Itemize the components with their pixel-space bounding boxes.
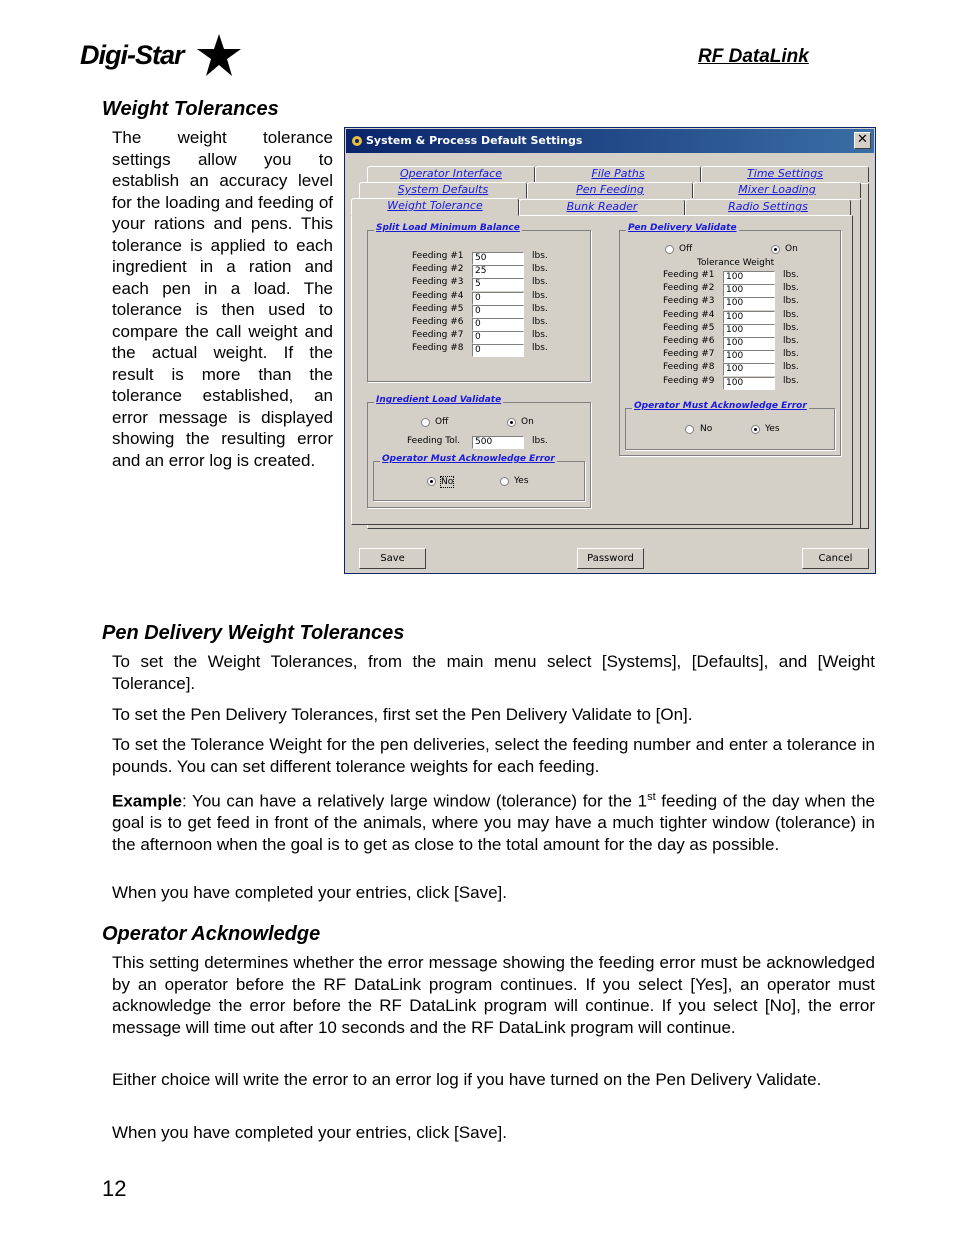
pen-feeding-input[interactable]: 100 — [723, 271, 775, 284]
pen-feeding-label: Feeding #7 — [663, 349, 715, 360]
pen-off-label: Off — [679, 244, 693, 254]
ingredient-off-label: Off — [435, 417, 449, 427]
pen-delivery-p3: To set the Tolerance Weight for the pen deliveries, select the feeding number and enter a tolerance in pounds. You can set different tolerance weights for each feeding. — [112, 735, 875, 776]
pen-feeding-input[interactable]: 100 — [723, 363, 775, 376]
settings-dialog — [344, 127, 876, 574]
pen-feeding-unit: lbs. — [783, 309, 799, 320]
ingredient-ack-yes-label: Yes — [514, 476, 529, 486]
pen-feeding-label: Feeding #8 — [663, 362, 715, 373]
split-feeding-label: Feeding #3 — [412, 277, 464, 288]
tab-mixer-loading[interactable]: Mixer Loading — [693, 182, 861, 198]
ingredient-ack-label: Operator Must Acknowledge Error — [382, 454, 555, 464]
pen-feeding-unit: lbs. — [783, 362, 799, 373]
split-feeding-label: Feeding #6 — [412, 317, 464, 327]
split-feeding-unit: lbs. — [532, 303, 548, 314]
split-feeding-label: Feeding #4 — [412, 290, 464, 301]
ingredient-off-radio[interactable] — [421, 418, 430, 427]
logo-text: Digi-Star — [80, 40, 184, 70]
password-button[interactable]: Password — [577, 548, 644, 569]
example-label: Example — [112, 791, 182, 811]
split-feeding-unit: lbs. — [532, 330, 548, 341]
split-feeding-label: Feeding #1 — [412, 251, 464, 261]
heading-pen-delivery: Pen Delivery Weight Tolerances — [102, 622, 405, 644]
pen-feeding-label: Feeding #4 — [663, 309, 715, 320]
cancel-button[interactable]: Cancel — [802, 548, 869, 569]
pen-feeding-label: Feeding #2 — [663, 283, 715, 294]
feeding-tol-label: Feeding Tol. — [407, 436, 461, 446]
pen-feeding-input[interactable]: 100 — [723, 324, 775, 337]
ingredient-ack-no-label: No — [441, 477, 454, 487]
split-feeding-unit: lbs. — [532, 343, 548, 354]
pen-ack-group — [625, 401, 835, 450]
split-feeding-unit: lbs. — [532, 317, 548, 327]
star-icon — [197, 34, 241, 76]
tab-operator-interface[interactable]: Operator Interface — [367, 166, 535, 182]
split-feeding-label: Feeding #7 — [412, 330, 464, 341]
pen-off-radio[interactable] — [665, 245, 674, 254]
pen-feeding-label: Feeding #1 — [663, 270, 715, 280]
weight-tolerances-body: The weight tolerance settings allow you to establish an accuracy level for the loading and feeding of your rations and pens. This tolerance is applied to each ingredient in a ration and each pen in a load. The tolerance is then used to compare the call weight and the actual weight. If the result is more than the tolerance established, an error message is displayed showing the resulting error and an error log is created. — [112, 128, 333, 470]
split-feeding-label: Feeding #5 — [412, 303, 464, 314]
example-text-b: feeding of the day when the goal is to get feed in front of the animals, where you may have a much tighter window (tolerance) in the afternoon when the goal is to get as close to the total amount for the day as possible. — [112, 791, 875, 854]
dialog-titlebar — [346, 129, 874, 153]
tolerance-weight-header: Tolerance Weight — [697, 258, 775, 268]
ingredient-on-label: On — [521, 417, 534, 427]
pen-delivery-p2: To set the Pen Delivery Tolerances, first set the Pen Delivery Validate to [On]. — [112, 705, 693, 724]
split-feeding-input[interactable]: 0 — [472, 344, 524, 357]
header-title: RF DataLink — [698, 46, 809, 67]
operator-ack-p2: Either choice will write the error to an error log if you have turned on the Pen Delivery Validate. — [112, 1070, 822, 1089]
pen-ack-yes-radio[interactable] — [751, 425, 760, 434]
split-feeding-unit: lbs. — [532, 290, 548, 301]
tab-weight-tolerance[interactable]: Weight Tolerance — [351, 198, 519, 216]
pen-feeding-input[interactable]: 100 — [723, 350, 775, 363]
ingredient-validate-label: Ingredient Load Validate — [376, 395, 502, 405]
pen-feeding-label: Feeding #3 — [663, 296, 715, 307]
pen-feeding-unit: lbs. — [783, 296, 799, 307]
operator-ack-p3: When you have completed your entries, click [Save]. — [112, 1123, 507, 1142]
tab-file-paths[interactable]: File Paths — [535, 166, 701, 182]
split-feeding-unit: lbs. — [532, 277, 548, 288]
pen-delivery-p4 — [112, 787, 875, 855]
operator-ack-p1: This setting determines whether the error message showing the feeding error must be acknowledged by an operator before the RF DataLink program continues. If you select [Yes], an operator must acknowledge the error before the RF DataLink program will continue. If you select [No], the error message will time out after 10 seconds and the RF DataLink program will continue. — [112, 953, 875, 1037]
tab-bunk-reader[interactable]: Bunk Reader — [519, 199, 685, 215]
save-button[interactable]: Save — [359, 548, 426, 569]
tab-time-settings[interactable]: Time Settings — [701, 166, 869, 182]
pen-delivery-p1: To set the Weight Tolerances, from the main menu select [Systems], [Defaults], and [Weight Tolerance]. — [112, 652, 875, 693]
pen-ack-no-label: No — [700, 424, 713, 434]
page-number: 12 — [102, 1176, 127, 1201]
split-feeding-input[interactable]: 5 — [472, 278, 524, 291]
ingredient-ack-no-radio[interactable] — [427, 477, 436, 486]
feeding-tol-input[interactable]: 500 — [472, 436, 524, 449]
pen-feeding-unit: lbs. — [783, 336, 799, 346]
heading-weight-tolerances: Weight Tolerances — [102, 98, 279, 120]
pen-feeding-label: Feeding #9 — [663, 375, 715, 386]
digi-star-logo — [80, 40, 184, 71]
app-icon — [350, 134, 364, 148]
pen-feeding-input[interactable]: 100 — [723, 311, 775, 324]
split-feeding-label: Feeding #8 — [412, 343, 464, 354]
split-feeding-unit: lbs. — [532, 264, 548, 275]
ingredient-on-radio[interactable] — [507, 418, 516, 427]
heading-operator-ack: Operator Acknowledge — [102, 923, 321, 945]
tab-pen-feeding[interactable]: Pen Feeding — [527, 182, 693, 198]
example-sup: st — [647, 791, 656, 803]
example-text-a: : You can have a relatively large window (tolerance) for the 1 — [181, 791, 648, 811]
pen-feeding-unit: lbs. — [783, 349, 799, 360]
pen-on-radio[interactable] — [771, 245, 780, 254]
ingredient-ack-group — [373, 454, 585, 501]
pen-feeding-label: Feeding #5 — [663, 322, 715, 333]
pen-on-label: On — [785, 244, 798, 254]
pen-feeding-unit: lbs. — [783, 322, 799, 333]
feeding-tol-unit: lbs. — [532, 436, 548, 446]
split-feeding-input[interactable]: 25 — [472, 265, 524, 278]
pen-ack-yes-label: Yes — [765, 424, 780, 434]
pen-ack-label: Operator Must Acknowledge Error — [634, 401, 807, 411]
pen-feeding-unit: lbs. — [783, 283, 799, 294]
tab-radio-settings[interactable]: Radio Settings — [685, 199, 851, 215]
pen-ack-no-radio[interactable] — [685, 425, 694, 434]
pen-feeding-label: Feeding #6 — [663, 336, 715, 346]
pen-feeding-input[interactable]: 100 — [723, 377, 775, 390]
split-feeding-input[interactable]: 0 — [472, 292, 524, 305]
close-button[interactable] — [854, 132, 871, 149]
split-feeding-input[interactable]: 0 — [472, 318, 524, 331]
pen-feeding-unit: lbs. — [783, 375, 799, 386]
pen-delivery-p5: When you have completed your entries, click [Save]. — [112, 883, 507, 902]
tab-system-defaults[interactable]: System Defaults — [359, 182, 527, 198]
split-feeding-input[interactable]: 0 — [472, 331, 524, 344]
pen-validate-label: Pen Delivery Validate — [628, 223, 737, 233]
split-feeding-input[interactable]: 0 — [472, 305, 524, 318]
pen-feeding-input[interactable]: 100 — [723, 337, 775, 350]
split-load-label: Split Load Minimum Balance — [376, 223, 520, 233]
pen-feeding-input[interactable]: 100 — [723, 297, 775, 310]
dialog-title: System & Process Default Settings — [366, 134, 583, 147]
pen-feeding-unit: lbs. — [783, 270, 799, 280]
split-feeding-unit: lbs. — [532, 251, 548, 261]
pen-feeding-input[interactable]: 100 — [723, 284, 775, 297]
ingredient-ack-yes-radio[interactable] — [500, 477, 509, 486]
close-icon: ✕ — [857, 132, 868, 147]
split-feeding-input[interactable]: 50 — [472, 252, 524, 265]
split-feeding-label: Feeding #2 — [412, 264, 464, 275]
